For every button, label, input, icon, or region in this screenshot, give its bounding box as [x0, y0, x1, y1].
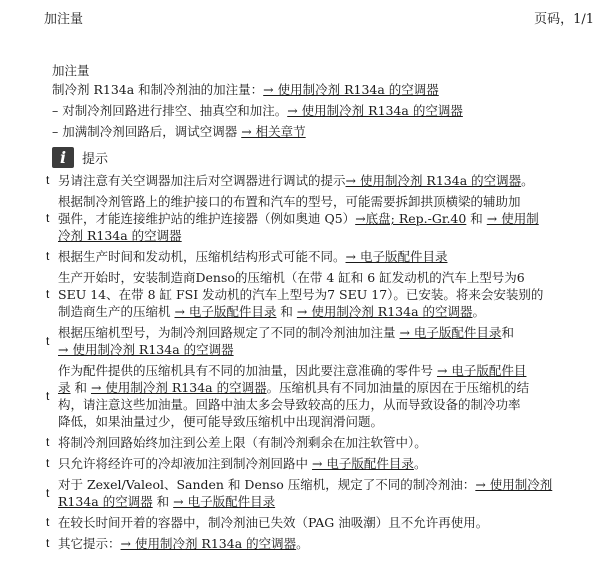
text-line [58, 303, 572, 320]
page-number: 页码，1/1 [534, 12, 594, 27]
cross-reference-link[interactable]: 录 [58, 380, 71, 395]
dash-item-commission [52, 123, 572, 140]
text-run: 其它提示： [58, 536, 121, 551]
info-heading [52, 144, 572, 168]
text-run: 对于 Zexel/Valeol、Sanden 和 Denso 压缩机，规定了不同的制冷剂油： [58, 477, 476, 492]
page-header [0, 0, 602, 30]
text-run: 构，请注意这些加油量。回路中油太多会导致较高的压力，从而导致设备的制冷功率 [58, 397, 521, 412]
text-run: SEU 14、在带 8 缸 FSI 发动机的汽车上型号为7 SEU 17）。已安装。将来会安装别的 [58, 287, 544, 302]
text-run: 根据生产时间和发动机，压缩机结构形式可能不同。 [58, 249, 346, 264]
intro-text: 制冷剂 R134a 和制冷剂油的加注量： [52, 82, 264, 97]
text-line [58, 341, 572, 358]
bullet-text [58, 434, 572, 451]
text-line [58, 172, 572, 189]
text-line [58, 193, 572, 210]
section-title: 加注量 [52, 63, 90, 78]
text-run: 和 [152, 494, 174, 509]
text-line [58, 476, 572, 493]
text-line [58, 227, 572, 244]
text-run: 降低，如果油量过少，便可能导致压缩机中出现润滑问题。 [58, 414, 384, 429]
bullet-marker: t [46, 287, 50, 301]
cross-reference-link[interactable]: → 使用制 [486, 211, 539, 226]
bullet-text [58, 193, 572, 244]
bullet-marker: t [46, 485, 50, 500]
cross-reference-link[interactable]: → 使用制冷剂 [475, 477, 553, 492]
bullet-marker: t [46, 249, 50, 263]
bullet-text [58, 455, 572, 472]
list-item [46, 535, 572, 552]
bullet-marker: t [46, 211, 50, 225]
cross-reference-link[interactable]: → 使用制冷剂 R134a 的空调器 [90, 380, 267, 395]
cross-reference-link[interactable]: → 电子版配件目录 [311, 456, 414, 471]
text-line [58, 455, 572, 472]
text-run: 另请注意有关空调器加注后对空调器进行调试的提示 [58, 173, 346, 188]
bullet-list [46, 172, 572, 552]
info-i-icon: i [52, 147, 74, 168]
text-line [58, 210, 572, 227]
bullet-marker: t [46, 456, 50, 470]
bullet-text [58, 324, 572, 358]
bullet-marker: t [46, 388, 50, 403]
header-title: 加注量 [44, 12, 84, 27]
bullet-text [58, 535, 572, 552]
text-run: 和 [466, 211, 487, 226]
text-line [58, 535, 572, 552]
dash-item-text: – 对制冷剂回路进行排空、抽真空和加注。 [52, 103, 288, 118]
text-run: 根据制冷剂管路上的维护接口的布置和汽车的型号，可能需要拆卸拱顶横梁的辅助加 [58, 194, 521, 209]
bullet-marker: t [46, 333, 50, 348]
text-run: 和 [276, 304, 297, 319]
text-run: 和 [70, 380, 91, 395]
dash-item-link[interactable]: → 相关章节 [241, 124, 306, 139]
bullet-text [58, 514, 572, 531]
bullet-marker: t [46, 173, 50, 187]
cross-reference-link[interactable]: → 电子版配件目录 [174, 304, 277, 319]
text-line [58, 379, 572, 396]
text-line [58, 269, 572, 286]
text-run: 。 [472, 304, 486, 319]
dash-item-text: – 加满制冷剂回路后，调试空调器 [52, 124, 238, 139]
cross-reference-link[interactable]: R134a 的空调器 [58, 494, 153, 509]
list-item [46, 324, 572, 358]
text-line [58, 413, 572, 430]
bullet-text [58, 248, 572, 265]
cross-reference-link[interactable]: 冷剂 R134a 的空调器 [58, 228, 182, 243]
info-label: 提示 [82, 152, 109, 167]
text-line [58, 248, 572, 265]
text-run: 。 [296, 536, 309, 551]
text-line [58, 493, 572, 510]
text-run: 制造商生产的压缩机 [58, 304, 175, 319]
intro-line [52, 81, 572, 98]
cross-reference-link[interactable]: →底盘; Rep.-Gr.40 [355, 211, 467, 226]
list-item [46, 172, 572, 189]
bullet-marker: t [46, 435, 50, 449]
cross-reference-link[interactable]: → 使用制冷剂 R134a 的空调器 [58, 342, 234, 357]
bullet-text [58, 476, 572, 510]
text-line [58, 286, 572, 303]
cross-reference-link[interactable]: → 电子版配件目录 [345, 249, 448, 264]
intro-link[interactable]: → 使用制冷剂 R134a 的空调器 [263, 82, 439, 97]
list-item [46, 476, 572, 510]
text-run: 。压缩机具有不同加油量的原因在于压缩机的结 [266, 380, 530, 395]
cross-reference-link[interactable]: → 电子版配件目录 [399, 325, 502, 340]
text-line [58, 362, 572, 379]
text-line [58, 324, 572, 341]
list-item [46, 434, 572, 451]
cross-reference-link[interactable]: → 电子版配件目录 [173, 494, 276, 509]
list-item [46, 514, 572, 531]
text-line [58, 434, 572, 451]
cross-reference-link[interactable]: → 使用制冷剂 R134a 的空调器 [345, 173, 522, 188]
list-item [46, 455, 572, 472]
bullet-marker: t [46, 515, 50, 529]
cross-reference-link[interactable]: → 使用制冷剂 R134a 的空调器 [120, 536, 297, 551]
text-run: 和 [501, 325, 514, 340]
text-run: 根据压缩机型号，为制冷剂回路规定了不同的制冷剂油加注量 [58, 325, 400, 340]
text-line [58, 396, 572, 413]
text-run: 生产开始时，安装制造商Denso的压缩机（在带 4 缸和 6 缸发动机的汽车上型号为6 [58, 270, 525, 285]
cross-reference-link[interactable]: → 使用制冷剂 R134a 的空调器 [296, 304, 473, 319]
text-run: 作为配件提供的压缩机具有不同的加油量，因此要注意准确的零件号 [58, 363, 437, 378]
text-run: 强件，才能连接维护站的维护连接器（例如奥迪 Q5） [58, 211, 356, 226]
bullet-marker: t [46, 536, 50, 550]
text-run: 在较长时间开着的容器中，制冷剂油已失效（PAG 油吸潮）且不允许再使用。 [58, 515, 489, 530]
bullet-text [58, 269, 572, 320]
text-run: 。 [521, 173, 534, 188]
bullet-text [58, 172, 572, 189]
text-run: 。 [413, 456, 427, 471]
list-item [46, 248, 572, 265]
dash-item-evacuate [52, 102, 572, 119]
list-item [46, 193, 572, 244]
list-item [46, 362, 572, 430]
dash-item-link[interactable]: → 使用制冷剂 R134a 的空调器 [287, 103, 463, 118]
text-run: 只允许将经许可的冷却液加注到制冷剂回路中 [58, 456, 312, 471]
text-run: 将制冷剂回路始终加注到公差上限（有制冷剂剩余在加注软管中）。 [58, 435, 427, 450]
text-line [58, 514, 572, 531]
cross-reference-link[interactable]: → 电子版配件目 [436, 363, 527, 378]
document-body [46, 62, 572, 552]
bullet-text [58, 362, 572, 430]
list-item [46, 269, 572, 320]
